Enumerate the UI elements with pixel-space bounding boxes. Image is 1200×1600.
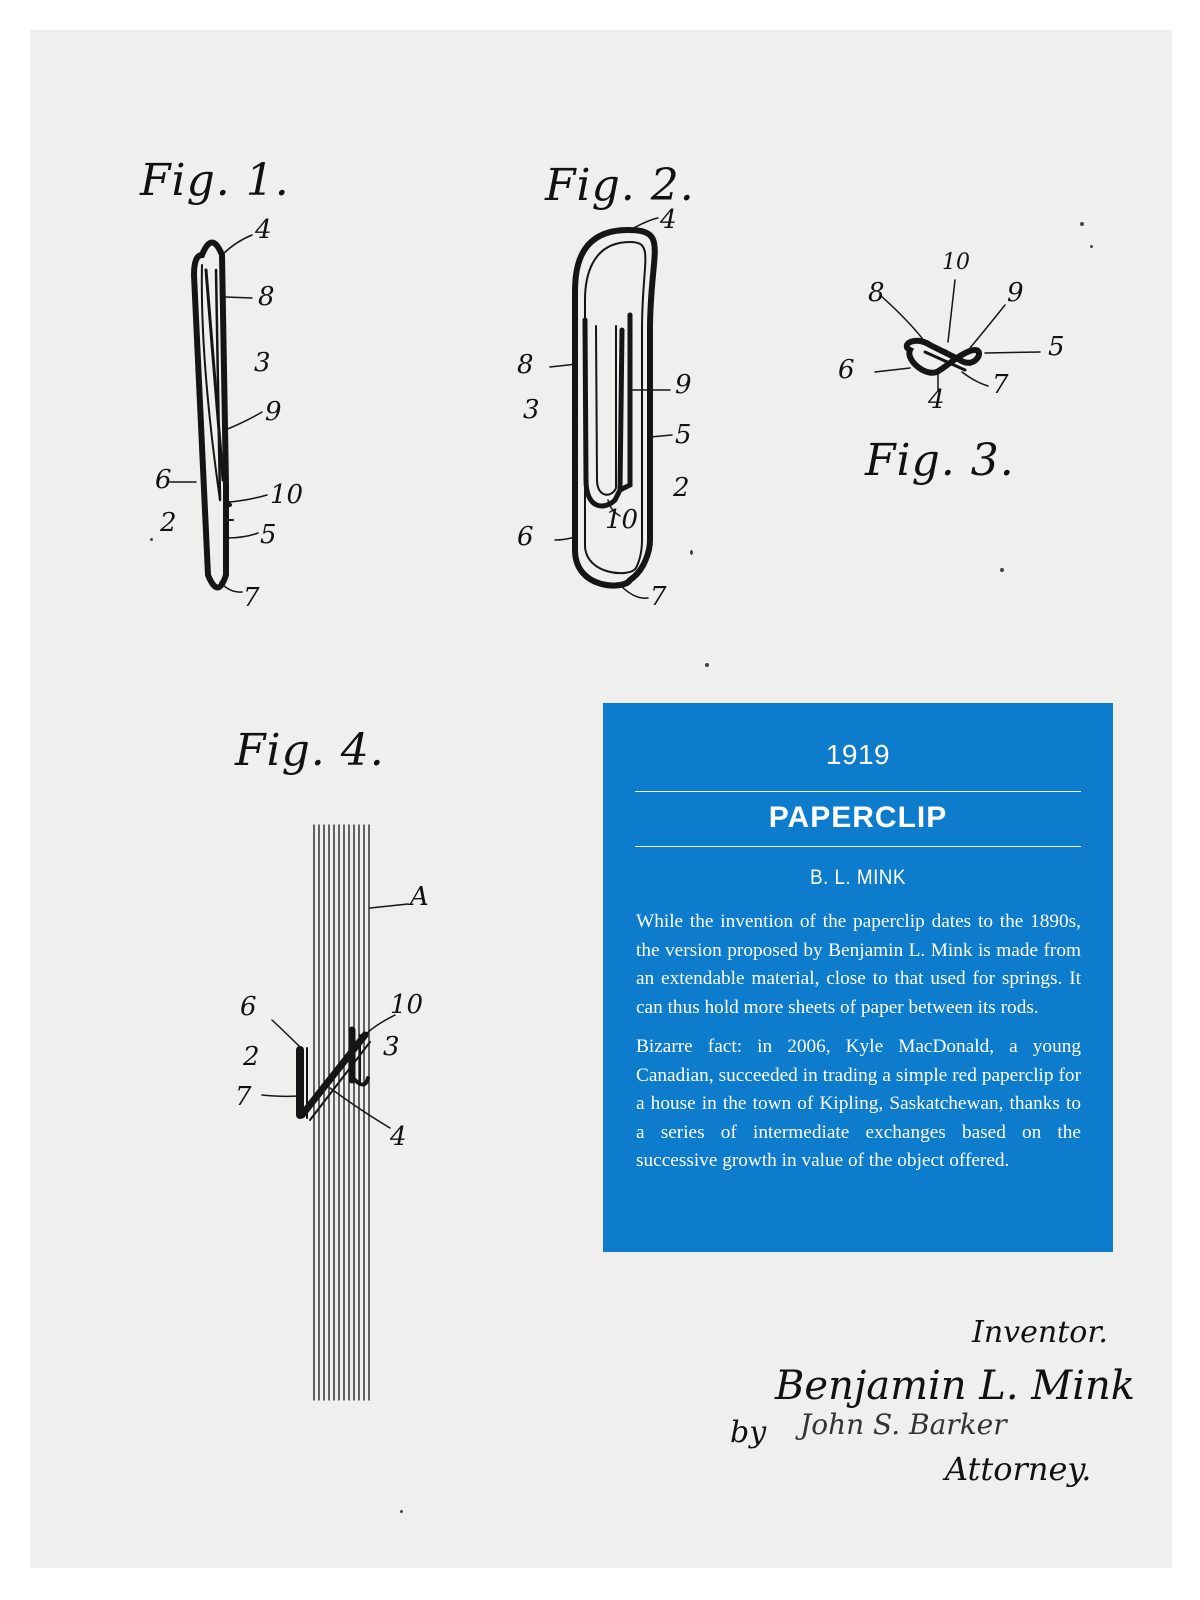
fig2-number: 6 (517, 522, 534, 552)
fig3-number: 6 (838, 355, 855, 385)
fig1-number: 5 (260, 520, 277, 550)
divider (635, 846, 1081, 847)
signature-role: Inventor. (972, 1315, 1108, 1350)
fig2-number: 3 (523, 395, 540, 425)
fig2-number: 7 (650, 582, 667, 612)
fig2-number: 2 (673, 473, 690, 503)
patent-page (30, 30, 1172, 1568)
fig1-number: 2 (160, 508, 177, 538)
signature-by: by (730, 1415, 767, 1450)
fig3-number: 8 (868, 278, 885, 308)
inventor-name: B. L. MINK (810, 866, 906, 889)
fig3-number: 9 (1007, 278, 1024, 308)
fig3-number: 7 (992, 370, 1009, 400)
fig1-number: 8 (258, 282, 275, 312)
description-paragraph: Bizarre fact: in 2006, Kyle MacDonald, a young Canadian, succeeded in trading a simple red paperclip for a house in the town of Kipling, Saskatchewan, thanks to a series of intermediate exchanges based on the successive growth in value of the object offered. (636, 1036, 1081, 1171)
fig2-number: 10 (605, 505, 639, 535)
fig1-number: 6 (155, 465, 172, 495)
fig3-number: 5 (1048, 332, 1065, 362)
divider (635, 791, 1081, 792)
fig3-number: 4 (928, 385, 945, 415)
fig4-number: 4 (390, 1122, 407, 1152)
fig4-label: Fig. 4. (235, 725, 385, 776)
info-panel (603, 703, 1113, 1252)
fig4-number: 3 (383, 1032, 400, 1062)
signature-name: Benjamin L. Mink (775, 1363, 1136, 1409)
fig4-number: A (410, 882, 429, 912)
fig3-label: Fig. 3. (865, 435, 1015, 486)
invention-title: PAPERCLIP (768, 801, 948, 834)
fig4-number: 10 (390, 990, 424, 1020)
fig2-number: 5 (675, 420, 692, 450)
attorney-signature: John S. Barker (800, 1408, 1007, 1441)
fig1-label: Fig. 1. (140, 155, 290, 206)
fig4-leader-lines (262, 904, 408, 1128)
fig2-number: 9 (675, 370, 692, 400)
fig1-number: 10 (270, 480, 304, 510)
fig4-number: 6 (240, 992, 257, 1022)
attorney-role: Attorney. (945, 1450, 1092, 1488)
fig4-number: 7 (235, 1082, 252, 1112)
fig1-number: 7 (243, 583, 260, 613)
fig3-clip-drawing (907, 341, 979, 373)
fig4-number: 2 (243, 1042, 260, 1072)
fig2-label: Fig. 2. (545, 160, 695, 211)
fig1-clip-drawing (194, 243, 233, 588)
description-text (636, 908, 1081, 1187)
fig4-paper-stack (314, 825, 369, 1400)
fig1-number: 9 (265, 397, 282, 427)
invention-year: 1919 (825, 739, 891, 770)
description-paragraph: While the invention of the paperclip dates to the 1890s, the version proposed by Benjamin L. Mink is made from an extendable material, close to that used for springs. It can thus hold more sheets of paper between its rods. (636, 911, 1081, 1018)
fig1-number: 4 (255, 215, 272, 245)
fig2-number: 4 (660, 205, 677, 235)
fig2-number: 8 (517, 350, 534, 380)
fig3-number: 10 (942, 250, 970, 275)
fig1-number: 3 (254, 348, 271, 378)
